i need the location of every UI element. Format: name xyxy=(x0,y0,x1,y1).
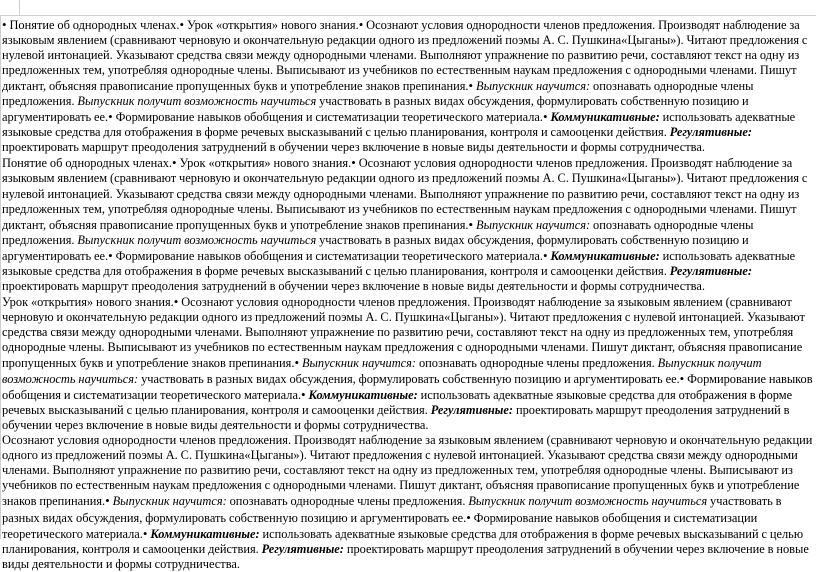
communicative-label: Коммуникативные: xyxy=(308,388,418,403)
bullet-icon: • xyxy=(2,17,7,32)
text-block-2 xyxy=(2,155,814,293)
text-block-3 xyxy=(2,294,814,433)
chance-label: Выпускник получит возможность научиться: xyxy=(2,356,762,387)
topic-text: Понятие об однородных членах. xyxy=(9,18,180,32)
regulative-text: проектировать маршрут преодоления затруднений в обучении через включение в новые виды деятельности и формы сотрудничества. xyxy=(2,541,809,571)
formation-text: Формирование навыков обобщения и систематизации теоретического материала. xyxy=(115,248,544,263)
table-frame-left-border xyxy=(0,16,1,539)
regulative-text: проектировать маршрут преодоления затруднений в обучении через включение в новые виды деятельности и формы сотрудничества. xyxy=(2,278,705,293)
chance-label: Выпускник получит возможность научиться xyxy=(77,94,317,109)
regulative-label: Регулятивные: xyxy=(261,541,344,556)
bullet-icon: • xyxy=(543,247,548,263)
regulative-text: проектировать маршрут преодоления затруднений в обучении через включение в новые виды деятельности и формы сотрудничества. xyxy=(2,140,705,155)
document-text xyxy=(2,17,814,572)
bullet-icon: • xyxy=(173,293,179,309)
communicative-label: Коммуникативные: xyxy=(550,110,660,125)
chance-label: Выпускник получит возможность научиться xyxy=(77,232,317,247)
bullet-icon: • xyxy=(466,509,471,525)
learn-label: Выпускник научится: xyxy=(112,494,227,509)
table-frame-top xyxy=(0,0,816,16)
activities-text: Осознают условия однородности членов предложения. Производят наблюдение за языковым явлением (сравнивают черновую и окончательную редакции одного из предложений поэмы А. С. Пушкина«Цыганы»). Читают предложения с нулевой интонацией. Указывают средства связи между однородными членами. Выполняют упражнение по развитию речи, составляют текст на одну из предложенных тем, употребляя однородные члены. Выписывают из учебников по естественным наукам предложения с однородными членами. Пишут диктант, объясняя правописание пропущенных букв и употребление знаков препинания. xyxy=(2,18,808,94)
bullet-icon: • xyxy=(679,371,685,387)
regulative-label: Регулятивные: xyxy=(669,125,752,140)
formation-text: Формирование навыков обобщения и систематизации теоретического материала. xyxy=(2,372,813,403)
bullet-icon: • xyxy=(108,109,113,125)
bullet-icon: • xyxy=(468,78,474,94)
bullet-icon: • xyxy=(179,17,185,32)
communicative-label: Коммуникативные: xyxy=(550,248,660,263)
learn-text: опознавать однородные члены предложения. xyxy=(416,356,655,371)
bullet-icon: • xyxy=(142,525,148,541)
regulative-text: проектировать маршрут преодоления затруднений в обучении через включение в новые виды деятельности и формы сотрудничества. xyxy=(2,403,790,433)
chance-text: участвовать в разных видах обсуждения, формулировать собственную позицию и аргументировать ее. xyxy=(138,372,680,387)
table-frame-corner-cell xyxy=(0,0,20,16)
communicative-text: использовать адекватные языковые средства для отображения в форме речевых высказываний с целью планирования, контроля и самооценки действия. xyxy=(2,526,804,556)
bullet-icon: • xyxy=(358,17,364,32)
bullet-icon: • xyxy=(468,216,474,232)
regulative-label: Регулятивные: xyxy=(669,263,752,278)
learn-label: Выпускник научится: xyxy=(476,217,591,232)
formation-text: Формирование навыков обобщения и систематизации теоретического материала. xyxy=(115,110,544,125)
activities-text: Осознают условия однородности членов предложения. Производят наблюдение за языковым явлением (сравнивают черновую и окончательную редакции одного из предложений поэмы А. С. Пушкина«Цыганы»). Читают предложения с нулевой интонацией. Указывают средства связи между однородными членами. Выполняют упражнение по развитию речи, составляют текст на одну из предложенных тем, употребляя однородные члены. Выписывают из учебников по естественным наукам предложения с однородными членами. Пишут диктант, объясняя правописание пропущенных букв и употребление знаков препинания. xyxy=(2,294,805,371)
bullet-icon: • xyxy=(105,493,110,509)
learn-text: опознавать однородные члены предложения. xyxy=(226,494,466,509)
bullet-icon: • xyxy=(543,109,548,125)
lesson-type-text: Урок «открытия» нового знания. xyxy=(2,294,174,309)
communicative-text: использовать адекватные языковые средства для отображения в форме речевых высказываний с целью планирования, контроля и самооценки действия. xyxy=(2,248,796,278)
lesson-type-text: Урок «открытия» нового знания. xyxy=(179,156,352,171)
lesson-type-text: Урок «открытия» нового знания. xyxy=(186,18,359,32)
chance-text: участвовать в разных видах обсуждения, формулировать собственную позицию и аргументировать ее. xyxy=(2,94,749,125)
bullet-icon: • xyxy=(301,387,306,403)
formation-text: Формирование навыков обобщения и систематизации теоретического материала. xyxy=(2,510,758,541)
chance-label: Выпускник получит возможность научиться xyxy=(468,494,708,509)
text-block-4 xyxy=(2,433,814,571)
communicative-label: Коммуникативные: xyxy=(150,526,260,541)
bullet-icon: • xyxy=(172,155,177,171)
learn-label: Выпускник научится: xyxy=(301,356,417,371)
text-block-1 xyxy=(2,17,814,155)
chance-text: участвовать в разных видах обсуждения, формулировать собственную позицию и аргументировать ее. xyxy=(2,494,782,525)
chance-text: участвовать в разных видах обсуждения, формулировать собственную позицию и аргументировать ее. xyxy=(2,232,749,263)
activities-text: Осознают условия однородности членов предложения. Производят наблюдение за языковым явлением (сравнивают черновую и окончательную редакции одного из предложений поэмы А. С. Пушкина«Цыганы»). Читают предложения с нулевой интонацией. Указывают средства связи между однородными членами. Выполняют упражнение по развитию речи, составляют текст на одну из предложенных тем, употребляя однородные члены. Выписывают из учебников по естественным наукам предложения с однородными членами. Пишут диктант, объясняя правописание пропущенных букв и употребление знаков препинания. xyxy=(2,433,813,509)
communicative-text: использовать адекватные языковые средства для отображения в форме речевых высказываний с целью планирования, контроля и самооценки действия. xyxy=(2,110,796,140)
activities-text: Осознают условия однородности членов предложения. Производят наблюдение за языковым явлением (сравнивают черновую и окончательную редакции одного из предложений поэмы А. С. Пушкина«Цыганы»). Читают предложения с нулевой интонацией. Указывают средства связи между однородными членами. Выполняют упражнение по развитию речи, составляют текст на одну из предложенных тем, употребляя однородные члены. Выписывают из учебников по естественным наукам предложения с однородными членами. Пишут диктант, объясняя правописание пропущенных букв и употребление знаков препинания. xyxy=(2,156,808,232)
topic-text: Понятие об однородных членах. xyxy=(2,156,173,171)
regulative-label: Регулятивные: xyxy=(430,403,514,418)
communicative-text: использовать адекватные языковые средства для отображения в форме речевых высказываний с целью планирования, контроля и самооценки действия. xyxy=(2,388,793,418)
bullet-icon: • xyxy=(294,355,300,371)
bullet-icon: • xyxy=(351,155,356,171)
learn-text: опознавать однородные члены предложения. xyxy=(2,79,754,109)
learn-text: опознавать однородные члены предложения. xyxy=(2,217,754,247)
learn-label: Выпускник научится: xyxy=(476,79,591,94)
bullet-icon: • xyxy=(108,247,113,263)
